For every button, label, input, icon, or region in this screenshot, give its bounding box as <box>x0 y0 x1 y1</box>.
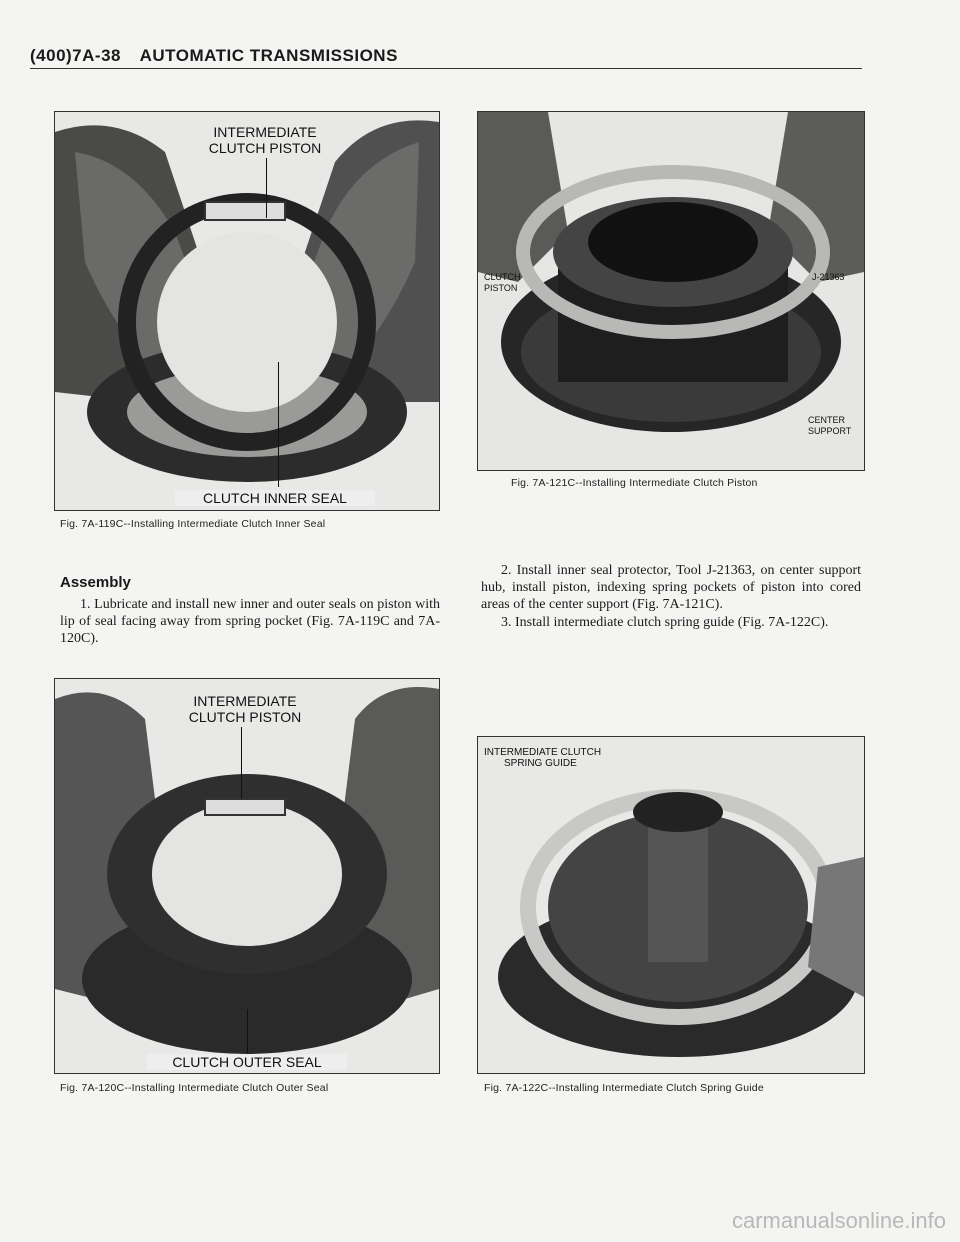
callout-line-2: PISTON <box>484 283 518 293</box>
callout-intermediate-clutch-piston <box>165 693 325 725</box>
figure-119c-photo <box>55 112 439 510</box>
leader-line <box>278 362 279 487</box>
assembly-heading: Assembly <box>60 574 131 591</box>
leader-line <box>247 1009 248 1053</box>
callout-clutch-piston <box>484 272 521 294</box>
figure-120c-caption: Fig. 7A-120C--Installing Intermediate Clutch Outer Seal <box>60 1082 329 1094</box>
callout-line-1: CENTER <box>808 415 846 425</box>
figure-119c <box>54 111 440 511</box>
callout-line-1: CLUTCH <box>484 272 521 282</box>
header-rule <box>30 68 862 69</box>
page-header <box>30 46 862 66</box>
figure-121c-photo <box>478 112 864 470</box>
figure-122c-caption: Fig. 7A-122C--Installing Intermediate Clutch Spring Guide <box>484 1082 764 1094</box>
callout-line-2: CLUTCH PISTON <box>188 709 302 725</box>
callout-tool-j21363: J-21363 <box>812 272 845 282</box>
leader-line <box>266 158 267 218</box>
assembly-step-1: 1. Lubricate and install new inner and outer seals on piston with lip of seal facing away from spring pocket (Fig. 7A-119C and 7A-120C). <box>60 597 440 646</box>
callout-line-1: INTERMEDIATE <box>213 124 317 140</box>
callout-line-2: SUPPORT <box>808 426 852 436</box>
step-3: 3. Install intermediate clutch spring guide (Fig. 7A-122C). <box>501 615 829 630</box>
watermark: carmanualsonline.info <box>731 1208 946 1233</box>
callout-center-support <box>808 415 851 437</box>
step-2: 2. Install inner seal protector, Tool J-21363, on center support hub, install piston, indexing spring pockets of piston into cored areas of the center support (Fig. 7A-121C). <box>481 563 861 612</box>
page-title: AUTOMATIC TRANSMISSIONS <box>139 46 398 65</box>
figure-122c-photo <box>478 737 864 1073</box>
figure-122c <box>477 736 865 1074</box>
callout-intermediate-clutch-spring-guide <box>484 747 601 769</box>
callout-clutch-outer-seal: CLUTCH OUTER SEAL <box>147 1054 347 1070</box>
callout-clutch-inner-seal: CLUTCH INNER SEAL <box>175 490 375 506</box>
callout-line-1: INTERMEDIATE CLUTCH <box>484 747 602 758</box>
figure-121c <box>477 111 865 471</box>
callout-line-2: CLUTCH PISTON <box>208 140 322 156</box>
figure-121c-caption: Fig. 7A-121C--Installing Intermediate Clutch Piston <box>511 477 758 489</box>
callout-intermediate-clutch-piston <box>185 124 345 156</box>
callout-line-2: SPRING GUIDE <box>504 758 577 769</box>
callout-line-1: INTERMEDIATE <box>193 693 297 709</box>
page-code: (400)7A-38 <box>30 46 121 65</box>
figure-120c <box>54 678 440 1074</box>
figure-119c-caption: Fig. 7A-119C--Installing Intermediate Clutch Inner Seal <box>60 518 326 530</box>
leader-line <box>241 727 242 799</box>
